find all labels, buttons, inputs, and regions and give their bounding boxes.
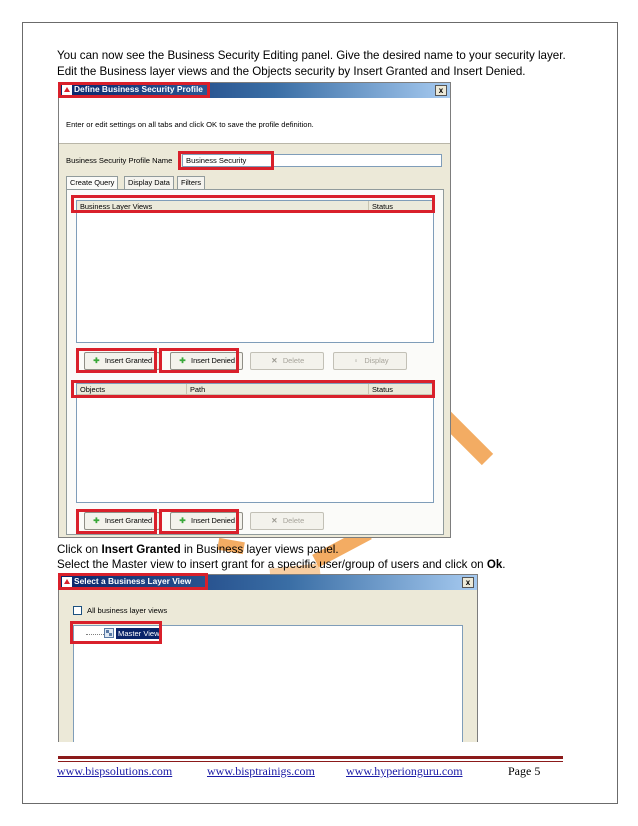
all-views-checkbox[interactable] xyxy=(73,606,82,615)
column-status-objects[interactable]: Status xyxy=(372,385,393,394)
profile-name-label: Business Security Profile Name xyxy=(66,156,173,165)
define-business-security-profile-dialog xyxy=(58,82,451,538)
instruction-text: Enter or edit settings on all tabs and click OK to save the profile definition. xyxy=(66,120,314,129)
views-list-header xyxy=(77,201,433,212)
views-tree[interactable] xyxy=(73,625,463,742)
footer-link-hyperionguru[interactable]: www.hyperionguru.com xyxy=(346,764,463,778)
insert-denied-button-objects[interactable]: ✚ Insert Denied xyxy=(170,512,243,530)
dialog2-title: Select a Business Layer View xyxy=(74,576,192,586)
dialog-header xyxy=(59,98,450,144)
footer-link-bispsolutions[interactable]: www.bispsolutions.com xyxy=(57,764,173,778)
all-views-label: All business layer views xyxy=(87,606,168,615)
ok-emphasis: Ok xyxy=(486,558,503,571)
tab-filters[interactable]: Filters xyxy=(177,176,205,189)
plus-icon: ✚ xyxy=(179,516,186,525)
dialog-title: Define Business Security Profile xyxy=(74,84,203,94)
create-query-panel xyxy=(66,189,444,535)
select-business-layer-view-dialog xyxy=(58,574,478,742)
tab-display-data[interactable]: Display Data xyxy=(124,176,174,189)
paragraph-1-line-2: Edit the Business layer views and the Objects security by Insert Granted and Insert Denied. xyxy=(57,65,526,78)
display-icon: ▫ xyxy=(354,356,358,365)
app-icon xyxy=(62,577,72,587)
delete-x-icon: ✕ xyxy=(271,516,278,525)
paragraph-1-line-1: You can now see the Business Security Editing panel. Give the desired name to your security layer. xyxy=(57,49,566,62)
plus-icon: ✚ xyxy=(93,356,100,365)
insert-denied-button-views[interactable]: ✚ Insert Denied xyxy=(170,352,243,370)
column-objects[interactable]: Objects xyxy=(77,384,187,395)
business-layer-views-list[interactable] xyxy=(76,200,434,343)
footer-link-bisptrainigs[interactable]: www.bisptrainigs.com xyxy=(207,764,315,778)
insert-granted-emphasis: Insert Granted xyxy=(101,543,181,556)
plus-icon: ✚ xyxy=(179,356,186,365)
profile-name-input[interactable]: Business Security xyxy=(182,154,442,167)
view-icon xyxy=(104,628,114,638)
delete-button-views[interactable]: ✕ Delete xyxy=(250,352,324,370)
insert-granted-button-objects[interactable]: ✚ Insert Granted xyxy=(84,512,160,530)
footer-rule-thick xyxy=(58,756,563,759)
paragraph-2-line-2: Select the Master view to insert grant for a specific user/group of users and click on Ok. xyxy=(57,558,506,571)
column-status[interactable]: Status xyxy=(372,202,393,211)
insert-granted-button-views[interactable]: ✚ Insert Granted xyxy=(84,352,160,370)
objects-list[interactable] xyxy=(76,383,434,503)
tab-strip xyxy=(66,176,446,190)
objects-list-header xyxy=(77,384,433,395)
dialog-titlebar xyxy=(59,83,450,98)
page-number: Page 5 xyxy=(508,764,541,778)
close-icon[interactable]: x xyxy=(435,85,447,96)
tab-create-query[interactable]: Create Query xyxy=(66,176,118,190)
footer-rule-thin xyxy=(58,761,563,762)
dialog2-titlebar xyxy=(59,575,477,590)
column-path[interactable]: Path xyxy=(187,384,369,395)
delete-x-icon: ✕ xyxy=(271,356,278,365)
paragraph-2-line-1: Click on Insert Granted in Business layer views panel. xyxy=(57,543,339,556)
tree-item-master-view[interactable]: Master View xyxy=(118,629,160,638)
app-icon xyxy=(62,85,72,95)
delete-button-objects[interactable]: ✕ Delete xyxy=(250,512,324,530)
column-business-layer-views[interactable]: Business Layer Views xyxy=(77,201,369,212)
close-icon[interactable]: x xyxy=(462,577,474,588)
plus-icon: ✚ xyxy=(93,516,100,525)
tree-connector xyxy=(86,634,104,635)
display-button[interactable]: ▫ Display xyxy=(333,352,407,370)
